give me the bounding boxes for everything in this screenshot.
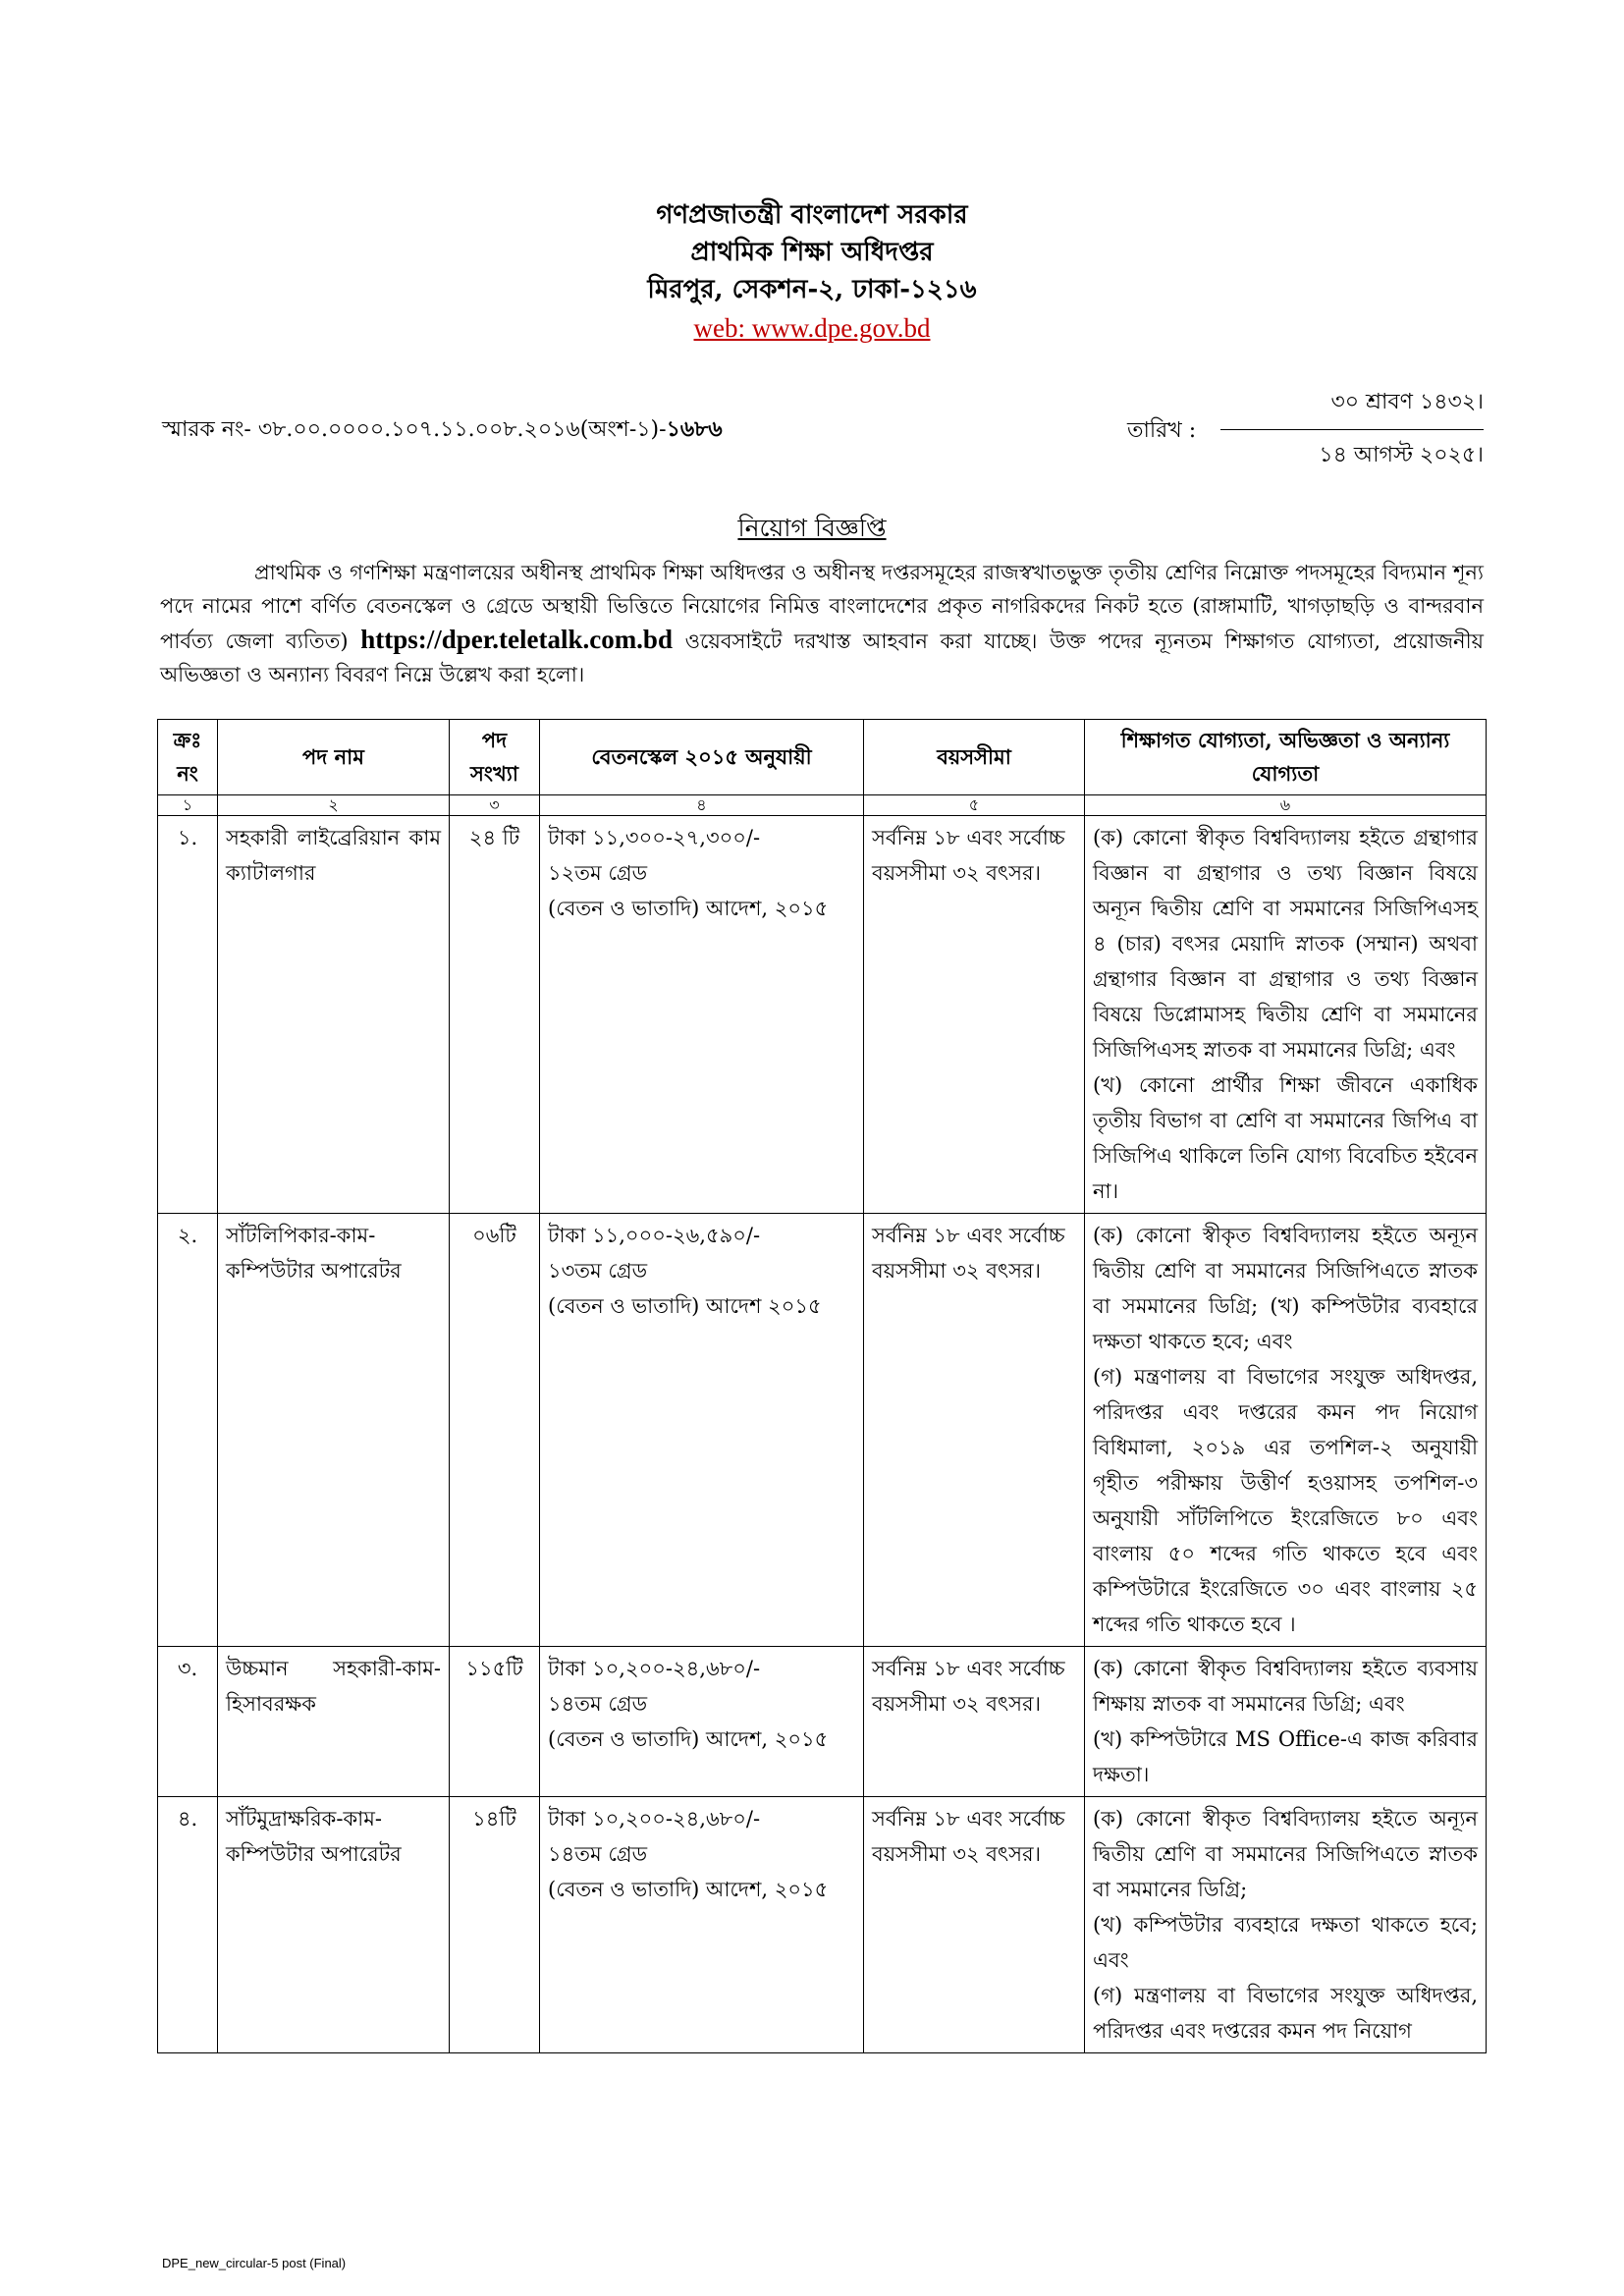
row-sl: ৪. [158, 1797, 218, 2053]
row-qualification [1085, 1797, 1487, 2053]
row-sl: ১. [158, 816, 218, 1214]
qualification-clause: (গ) মন্ত্রণালয় বা বিভাগের সংযুক্ত অধিদপ্তর, পরিদপ্তর এবং দপ্তরের কমন পদ নিয়োগ বিধিমালা, ২০১৯ এর তপশিল-২ অনুযায়ী গৃহীত পরীক্ষায় উত্তীর্ণ হওয়াসহ তপশিল-৩ অনুযায়ী সাঁটলিপিতে ইংরেজিতে ৮০ এবং বাংলায় ৫০ শব্দের গতি থাকতে হবে এবং কম্পিউটারে ইংরেজিতে ৩০ এবং বাংলায় ২৫ শব্দের গতি থাকতে হবে । [1093, 1365, 1478, 1636]
intro-text-part1: প্রাথমিক ও গণশিক্ষা মন্ত্রণালয়ের অধীনস্থ প্রাথমিক শিক্ষা অধিদপ্তর ও অধীনস্থ দপ্তরসমূহের রাজস্বখাতভুক্ত তৃতীয় শ্রেণির নিম্নোক্ত পদসমূহের বিদ্যমান শূন্য পদে নামের পাশে বর্ণিত বেতনস্কেল ও গ্রেডে অস্থায়ী ভিত্তিতে নিয়োগের নিমিত্ত বাংলাদেশের প্রকৃত নাগরিকদের নিকট হতে (রাঙ্গামাটি, খাগড়াছড়ি ও বান্দরবান পার্বত্য জেলা ব্যতিত) [160, 561, 1484, 653]
column-number-row [158, 795, 1487, 816]
pay-order: (বেতন ও ভাতাদি) আদেশ ২০১৫ [548, 1294, 822, 1318]
qualification-clause: (খ) কম্পিউটারে MS Office-এ কাজ করিবার দক্ষতা। [1093, 1727, 1478, 1786]
row-pay-scale [540, 1797, 864, 2053]
column-number: ১ [158, 795, 218, 816]
directorate-name: প্রাথমিক শিক্ষা অধিদপ্তর [690, 238, 934, 267]
date-english: ১৪ আগস্ট ২০২৫। [1319, 443, 1484, 467]
row-pay-scale [540, 816, 864, 1214]
website-link[interactable]: web: www.dpe.gov.bd [693, 313, 931, 343]
row-qualification [1085, 1214, 1487, 1647]
table-row [158, 1647, 1487, 1797]
table-row [158, 1797, 1487, 2053]
table-row [158, 816, 1487, 1214]
notice-title: নিয়োগ বিজ্ঞপ্তি [737, 514, 887, 542]
qualification-clause: (ক) কোনো স্বীকৃত বিশ্ববিদ্যালয় হইতে ব্যবসায় শিক্ষায় স্নাতক বা সমমানের ডিগ্রি; এবং [1093, 1657, 1478, 1716]
header-post-name: পদ নাম [218, 720, 450, 795]
row-post-name: সহকারী লাইব্রেরিয়ান কাম ক্যাটালগার [218, 816, 450, 1214]
date-bangla: ৩০ শ্রাবণ ১৪৩২। [1220, 385, 1484, 430]
pay-range: টাকা ১০,২০০-২৪,৬৮০/- [548, 1657, 761, 1680]
column-number: ২ [218, 795, 450, 816]
header-age-limit: বয়সসীমা [864, 720, 1085, 795]
qualification-clause: (খ) কম্পিউটার ব্যবহারে দক্ষতা থাকতে হবে; এবং [1093, 1913, 1478, 1972]
row-post-count: ১৪টি [450, 1797, 540, 2053]
vacancy-table [157, 719, 1487, 2053]
header-pay-scale: বেতনস্কেল ২০১৫ অনুযায়ী [540, 720, 864, 795]
memo-prefix: স্মারক নং- ৩৮.০০.০০০০.১০৭.১১.০০৮.২০১৬(অংশ-১)- [162, 417, 667, 442]
row-age-limit: সর্বনিম্ন ১৮ এবং সর্বোচ্চ বয়সসীমা ৩২ বৎসর। [864, 1647, 1085, 1797]
government-name: গণপ্রজাতন্ত্রী বাংলাদেশ সরকার [656, 200, 968, 230]
qualification-clause: (ক) কোনো স্বীকৃত বিশ্ববিদ্যালয় হইতে অন্যূন দ্বিতীয় শ্রেণি বা সমমানের সিজিপিএতে স্নাতক বা সমমানের ডিগ্রি; (খ) কম্পিউটার ব্যবহারে দক্ষতা থাকতে হবে; এবং [1093, 1224, 1478, 1353]
qualification-clause: (খ) কোনো প্রার্থীর শিক্ষা জীবনে একাধিক তৃতীয় বিভাগ বা শ্রেণি বা সমমানের জিপিএ বা সিজিপিএ থাকিলে তিনি যোগ্য বিবেচিত হইবেন না। [1093, 1073, 1478, 1203]
pay-range: টাকা ১১,০০০-২৬,৫৯০/- [548, 1224, 761, 1247]
pay-range: টাকা ১১,৩০০-২৭,৩০০/- [548, 826, 761, 849]
header-post-count: পদ সংখ্যা [450, 720, 540, 795]
letterhead [0, 196, 1624, 348]
row-sl: ৩. [158, 1647, 218, 1797]
memo-serial: ১৬৮৬ [666, 416, 723, 442]
row-post-name: সাঁটলিপিকার-কাম-কম্পিউটার অপারেটর [218, 1214, 450, 1647]
row-age-limit: সর্বনিম্ন ১৮ এবং সর্বোচ্চ বয়সসীমা ৩২ বৎসর। [864, 816, 1085, 1214]
pay-order: (বেতন ও ভাতাদি) আদেশ, ২০১৫ [548, 1878, 829, 1901]
row-sl: ২. [158, 1214, 218, 1647]
qualification-clause: (ক) কোনো স্বীকৃত বিশ্ববিদ্যালয় হইতে অন্যূন দ্বিতীয় শ্রেণি বা সমমানের সিজিপিএতে স্নাতক বা সমমানের ডিগ্রি; [1093, 1807, 1478, 1901]
document-footer: DPE_new_circular-5 post (Final) [162, 2256, 347, 2270]
pay-grade: ১২তম গ্রেড [548, 861, 648, 885]
application-url-link[interactable]: https://dper.teletalk.com.bd [360, 625, 673, 654]
row-qualification [1085, 816, 1487, 1214]
pay-range: টাকা ১০,২০০-২৪,৬৮০/- [548, 1807, 761, 1831]
pay-grade: ১৪তম গ্রেড [548, 1842, 648, 1866]
pay-order: (বেতন ও ভাতাদি) আদেশ, ২০১৫ [548, 1727, 829, 1751]
row-pay-scale [540, 1214, 864, 1647]
row-post-name: উচ্চমান সহকারী-কাম- হিসাবরক্ষক [218, 1647, 450, 1797]
pay-grade: ১৩তম গ্রেড [548, 1259, 648, 1283]
header-sl: ক্রঃ নং [158, 720, 218, 795]
date-label: তারিখ : [1127, 418, 1197, 443]
row-pay-scale [540, 1647, 864, 1797]
table-header-row [158, 720, 1487, 795]
header-qualification: শিক্ষাগত যোগ্যতা, অভিজ্ঞতা ও অন্যান্য যোগ্যতা [1085, 720, 1487, 795]
office-address: মিরপুর, সেকশন-২, ঢাকা-১২১৬ [647, 275, 977, 304]
row-post-count: ০৬টি [450, 1214, 540, 1647]
row-age-limit: সর্বনিম্ন ১৮ এবং সর্বোচ্চ বয়সসীমা ৩২ বৎসর। [864, 1214, 1085, 1647]
table-row [158, 1214, 1487, 1647]
pay-order: (বেতন ও ভাতাদি) আদেশ, ২০১৫ [548, 897, 829, 920]
qualification-clause: (ক) কোনো স্বীকৃত বিশ্ববিদ্যালয় হইতে গ্রন্থাগার বিজ্ঞান বা গ্রন্থাগার ও তথ্য বিজ্ঞান বিষয়ে অন্যূন দ্বিতীয় শ্রেণি বা সমমানের সিজিপিএসহ ৪ (চার) বৎসর মেয়াদি স্নাতক (সম্মান) অথবা গ্রন্থাগার বিজ্ঞান বা গ্রন্থাগার ও তথ্য বিজ্ঞান বিষয়ে ডিপ্লোমাসহ দ্বিতীয় শ্রেণি বা সমমানের সিজিপিএসহ স্নাতক বা সমমানের ডিগ্রি; এবং [1093, 826, 1478, 1062]
row-post-count: ২৪ টি [450, 816, 540, 1214]
row-post-name: সাঁটমুদ্রাক্ষরিক-কাম-কম্পিউটার অপারেটর [218, 1797, 450, 2053]
column-number: ৬ [1085, 795, 1487, 816]
notice-intro [160, 556, 1484, 691]
intro-text-part2: ওয়েবসাইটে দরখাস্ত আহবান করা যাচ্ছে। উক্ত পদের ন্যূনতম শিক্ষাগত যোগ্যতা, প্রয়োজনীয় অভিজ্ঞতা ও অন্যান্য বিবরণ নিম্নে উল্লেখ করা হলো। [160, 629, 1484, 686]
row-age-limit: সর্বনিম্ন ১৮ এবং সর্বোচ্চ বয়সসীমা ৩২ বৎসর। [864, 1797, 1085, 2053]
memo-number [162, 412, 723, 449]
column-number: ৪ [540, 795, 864, 816]
column-number: ৫ [864, 795, 1085, 816]
row-post-count: ১১৫টি [450, 1647, 540, 1797]
row-qualification [1085, 1647, 1487, 1797]
column-number: ৩ [450, 795, 540, 816]
pay-grade: ১৪তম গ্রেড [548, 1692, 648, 1716]
qualification-clause: (গ) মন্ত্রণালয় বা বিভাগের সংযুক্ত অধিদপ্তর, পরিদপ্তর এবং দপ্তরের কমন পদ নিয়োগ [1093, 1984, 1478, 2043]
date-block [1220, 385, 1484, 474]
